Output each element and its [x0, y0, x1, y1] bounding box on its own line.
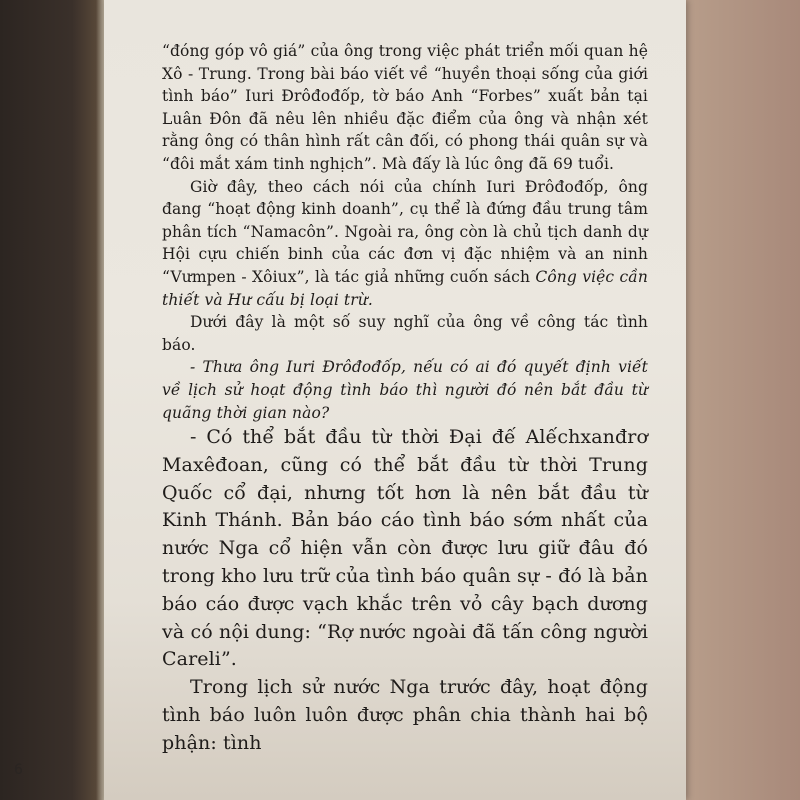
interview-answer: - Có thể bắt đầu từ thời Đại đế Alếchxanđrơ Maxêđoan, cũng có thể bắt đầu từ thời Trung Quốc cổ đại, nhưng tốt hơn là nên bắt đầu từ Kinh Thánh. Bản báo cáo tình báo sớm nhất của nước Nga cổ hiện vẫn còn được lưu giữ đâu đó trong kho lưu trữ của tình báo quân sự - đó là bản báo cáo được vạch khắc trên vỏ cây bạch dương và có nội dung: “Rợ nước ngoài đã tấn công người Careli”.: [162, 426, 648, 671]
paragraph-1: “đóng góp vô giá” của ông trong việc phát triển mối quan hệ Xô - Trung. Trong bài báo viết về “huyền thoại sống của giới tình báo” Iuri Đrôđođốp, tờ báo Anh “Forbes” xuất bản tại Luân Đôn đã nêu lên nhiều đặc điểm của ông và nhận xét rằng ông có thân hình rất cân đối, có phong thái quân sự và “đôi mắt xám tinh nghịch”. Mà đấy là lúc ông đã 69 tuổi.: [162, 42, 648, 173]
page-text-block: [162, 40, 648, 758]
paragraph-2-text: Giờ đây, theo cách nói của chính Iuri Đrôđođốp, ông đang “hoạt động kinh doanh”, cụ thể là đứng đầu trung tâm phân tích “Namacôn”. Ngoài ra, ông còn là chủ tịch danh dự Hội cựu chiến binh của các đơn vị đặc nhiệm và an ninh “Vưmpen - Xôiux”, là tác giả những cuốn sách: [162, 177, 648, 286]
paragraph-2: [162, 176, 648, 312]
paragraph-6: Trong lịch sử nước Nga trước đây, hoạt động tình báo luôn luôn được phân chia thành hai bộ phận: tình: [162, 676, 648, 754]
adjacent-page-edge: [686, 0, 800, 800]
book-page: [104, 0, 686, 800]
book-titles: Công việc cần thiết và Hư cấu bị loại trừ.: [162, 267, 648, 309]
interview-question: - Thưa ông Iuri Đrôđođốp, nếu có ai đó quyết định viết về lịch sử hoạt động tình báo thì người đó nên bắt đầu từ quãng thời gian nào?: [162, 358, 648, 422]
page-number: 6: [14, 762, 23, 778]
paragraph-3: Dưới đây là một số suy nghĩ của ông về công tác tình báo.: [162, 313, 648, 354]
